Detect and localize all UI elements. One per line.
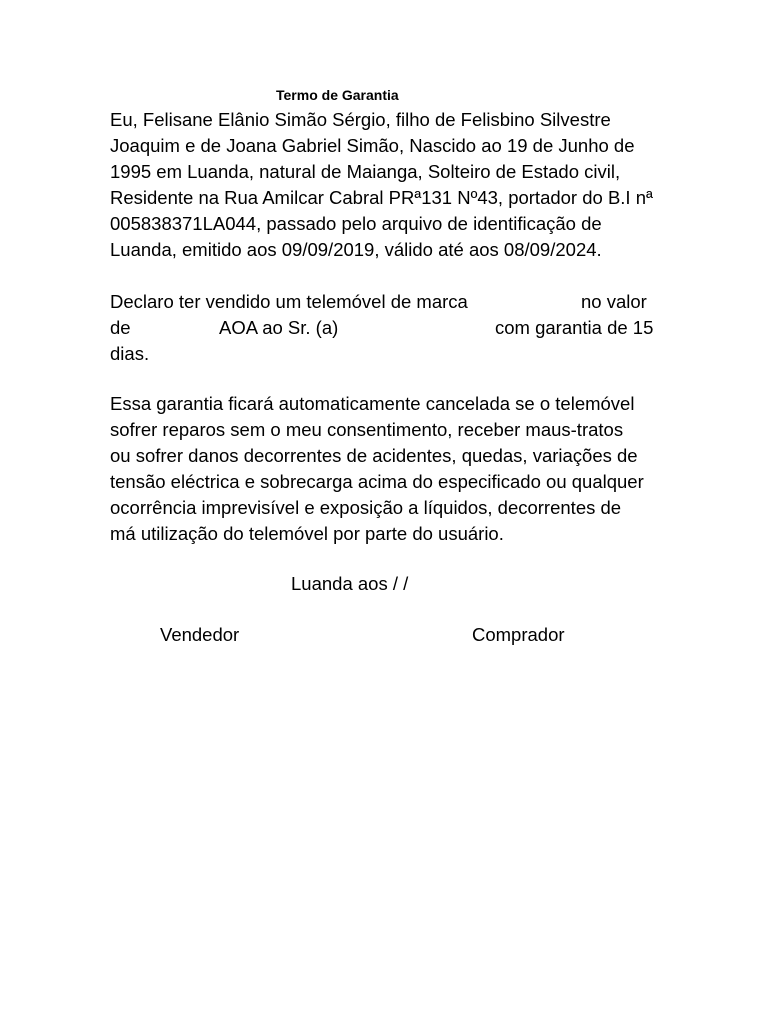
sale-declaration-start: Declaro ter vendido um telemóvel de marca	[110, 291, 468, 312]
paragraph1-line-5: 005838371LA044, passado pelo arquivo de identificação de	[110, 213, 602, 234]
paragraph3-line-3: ou sofrer danos decorrentes de acidentes, quedas, variações de	[110, 445, 638, 466]
document-title: Termo de Garantia	[276, 87, 399, 103]
paragraph1-line-4: Residente na Rua Amilcar Cabral PRª131 Nº43, portador do B.I nª	[110, 187, 653, 208]
sale-declaration-value-label: no valor	[581, 291, 647, 312]
paragraph1-line-6: Luanda, emitido aos 09/09/2019, válido até aos 08/09/2024.	[110, 239, 602, 260]
paragraph3-line-2: sofrer reparos sem o meu consentimento, receber maus-tratos	[110, 419, 624, 440]
sale-declaration-de: de	[110, 317, 131, 338]
paragraph1-line-1: Eu, Felisane Elânio Simão Sérgio, filho de Felisbino Silvestre	[110, 109, 611, 130]
sale-declaration-warranty: com garantia de 15	[495, 317, 654, 338]
paragraph1-line-2: Joaquim e de Joana Gabriel Simão, Nascido ao 19 de Junho de	[110, 135, 635, 156]
seller-label: Vendedor	[160, 624, 240, 645]
paragraph3-line-5: ocorrência imprevisível e exposição a líquidos, decorrentes de	[110, 497, 622, 518]
buyer-label: Comprador	[472, 624, 565, 645]
sale-declaration-currency-buyer: AOA ao Sr. (a)	[219, 317, 339, 338]
paragraph3-line-1: Essa garantia ficará automaticamente cancelada se o telemóvel	[110, 393, 635, 414]
sale-declaration-days: dias.	[110, 343, 150, 364]
paragraph3-line-4: tensão eléctrica e sobrecarga acima do especificado ou qualquer	[110, 471, 644, 492]
place-date: Luanda aos / /	[291, 573, 409, 594]
paragraph1-line-3: 1995 em Luanda, natural de Maianga, Solteiro de Estado civil,	[110, 161, 621, 182]
paragraph3-line-6: má utilização do telemóvel por parte do usuário.	[110, 523, 504, 544]
